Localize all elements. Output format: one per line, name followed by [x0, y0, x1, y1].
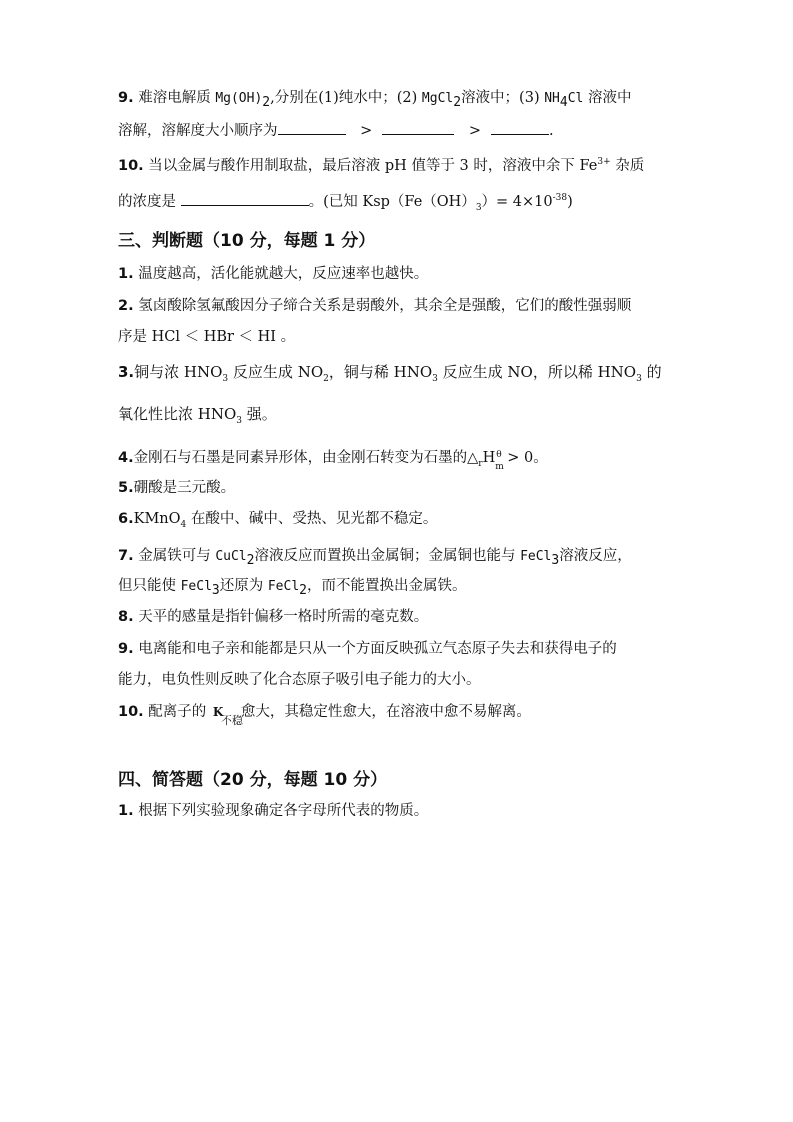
q9-fill-line2: 溶解，溶解度大小顺序为 > > .: [118, 120, 554, 141]
question-number: 7.: [118, 548, 134, 564]
q10-fill-line2: 的浓度是 。(已知 $Ksp(Fe(OH)_3)= 4\times 10^{-38}$): [118, 193, 573, 213]
judge-q9-line2: 能力，电负性则反映了化合态原子吸引电子能力的大小。: [118, 672, 481, 688]
question-number: 6.: [118, 511, 134, 527]
judge-q8: 8. 天平的感量是指针偏移一格时所需的毫克数。: [118, 609, 429, 625]
judge-q4: 4.金刚石与石墨是同素异形体，由金刚石转变为石墨的$\triangle_rH$ θ m > 0。: [118, 450, 548, 472]
question-number: 10.: [118, 158, 144, 174]
question-number: 4.: [118, 450, 134, 466]
judge-q9-line1: 9. 电离能和电子亲和能都是只从一个方面反映孤立气态原子失去和获得电子的: [118, 641, 617, 657]
question-number: 10.: [118, 704, 144, 720]
question-number: 2.: [118, 298, 134, 314]
section-title: 三、判断题（10 分，每题 1 分）: [118, 231, 376, 251]
judge-q3-line2: 氧化性比浓 $HNO_3$ 强。: [118, 405, 277, 426]
judge-q7-line1: 7. 金属铁可与 CuCl2溶液反应而置换出金属铜；金属铜也能与 FeCl3溶液反应，: [118, 548, 632, 568]
judge-q3-line1: 3.铜与浓 $HNO_3$ 反应生成 $NO_2$，铜与稀 $HNO_3$ 反应生成 NO，所以稀 $HNO_3$ 的: [118, 363, 662, 384]
answer-blank[interactable]: [491, 120, 549, 135]
question-number: 8.: [118, 609, 134, 625]
answer-blank[interactable]: [278, 120, 346, 135]
judge-q2-line1: 2. 氢卤酸除氢氟酸因分子缔合关系是弱酸外，其余全是强酸，它们的酸性强弱顺: [118, 298, 632, 314]
question-number: 3.: [118, 363, 135, 381]
question-number: 5.: [118, 480, 134, 496]
judge-q1: 1. 温度越高，活化能就越大，反应速率也越快。: [118, 266, 429, 282]
judge-q2-line2: 序是 HCl ＜ HBr ＜ HI 。: [118, 329, 296, 345]
judge-q6: 6.KMnO$_4$ 在酸中、碱中、受热、见光都不稳定。: [118, 511, 438, 530]
short-answer-q1: 1. 根据下列实验现象确定各字母所代表的物质。: [118, 803, 429, 819]
question-number: 9.: [118, 90, 134, 106]
judge-q7-line2: 但只能使 FeCl3还原为 FeCl2，而不能置换出金属铁。: [118, 578, 467, 598]
theta-m-stack: θ m: [495, 450, 504, 472]
question-number: 1.: [118, 803, 134, 819]
answer-blank[interactable]: [181, 191, 309, 206]
judge-q10: 10. 配离子的 K 不稳 愈大，其稳定性愈大，在溶液中愈不易解离。: [118, 704, 531, 727]
section-title: 四、简答题（20 分，每题 10 分）: [118, 770, 388, 790]
q10-fill-line1: 10. 当以金属与酸作用制取盐，最后溶液 pH 值等于 3 时，溶液中余下 $Fe^{3+}$ 杂质: [118, 157, 645, 174]
question-number: 1.: [118, 266, 134, 282]
answer-blank[interactable]: [382, 120, 454, 135]
judge-q5: 5.硼酸是三元酸。: [118, 480, 236, 496]
question-number: 9.: [118, 641, 134, 657]
q9-fill-line1: 9. 难溶电解质 Mg(OH)2,分别在(1)纯水中；(2) MgCl2溶液中；(3) NH4Cl 溶液中: [118, 90, 632, 110]
k-unstable-symbol: K 不稳: [212, 705, 243, 727]
